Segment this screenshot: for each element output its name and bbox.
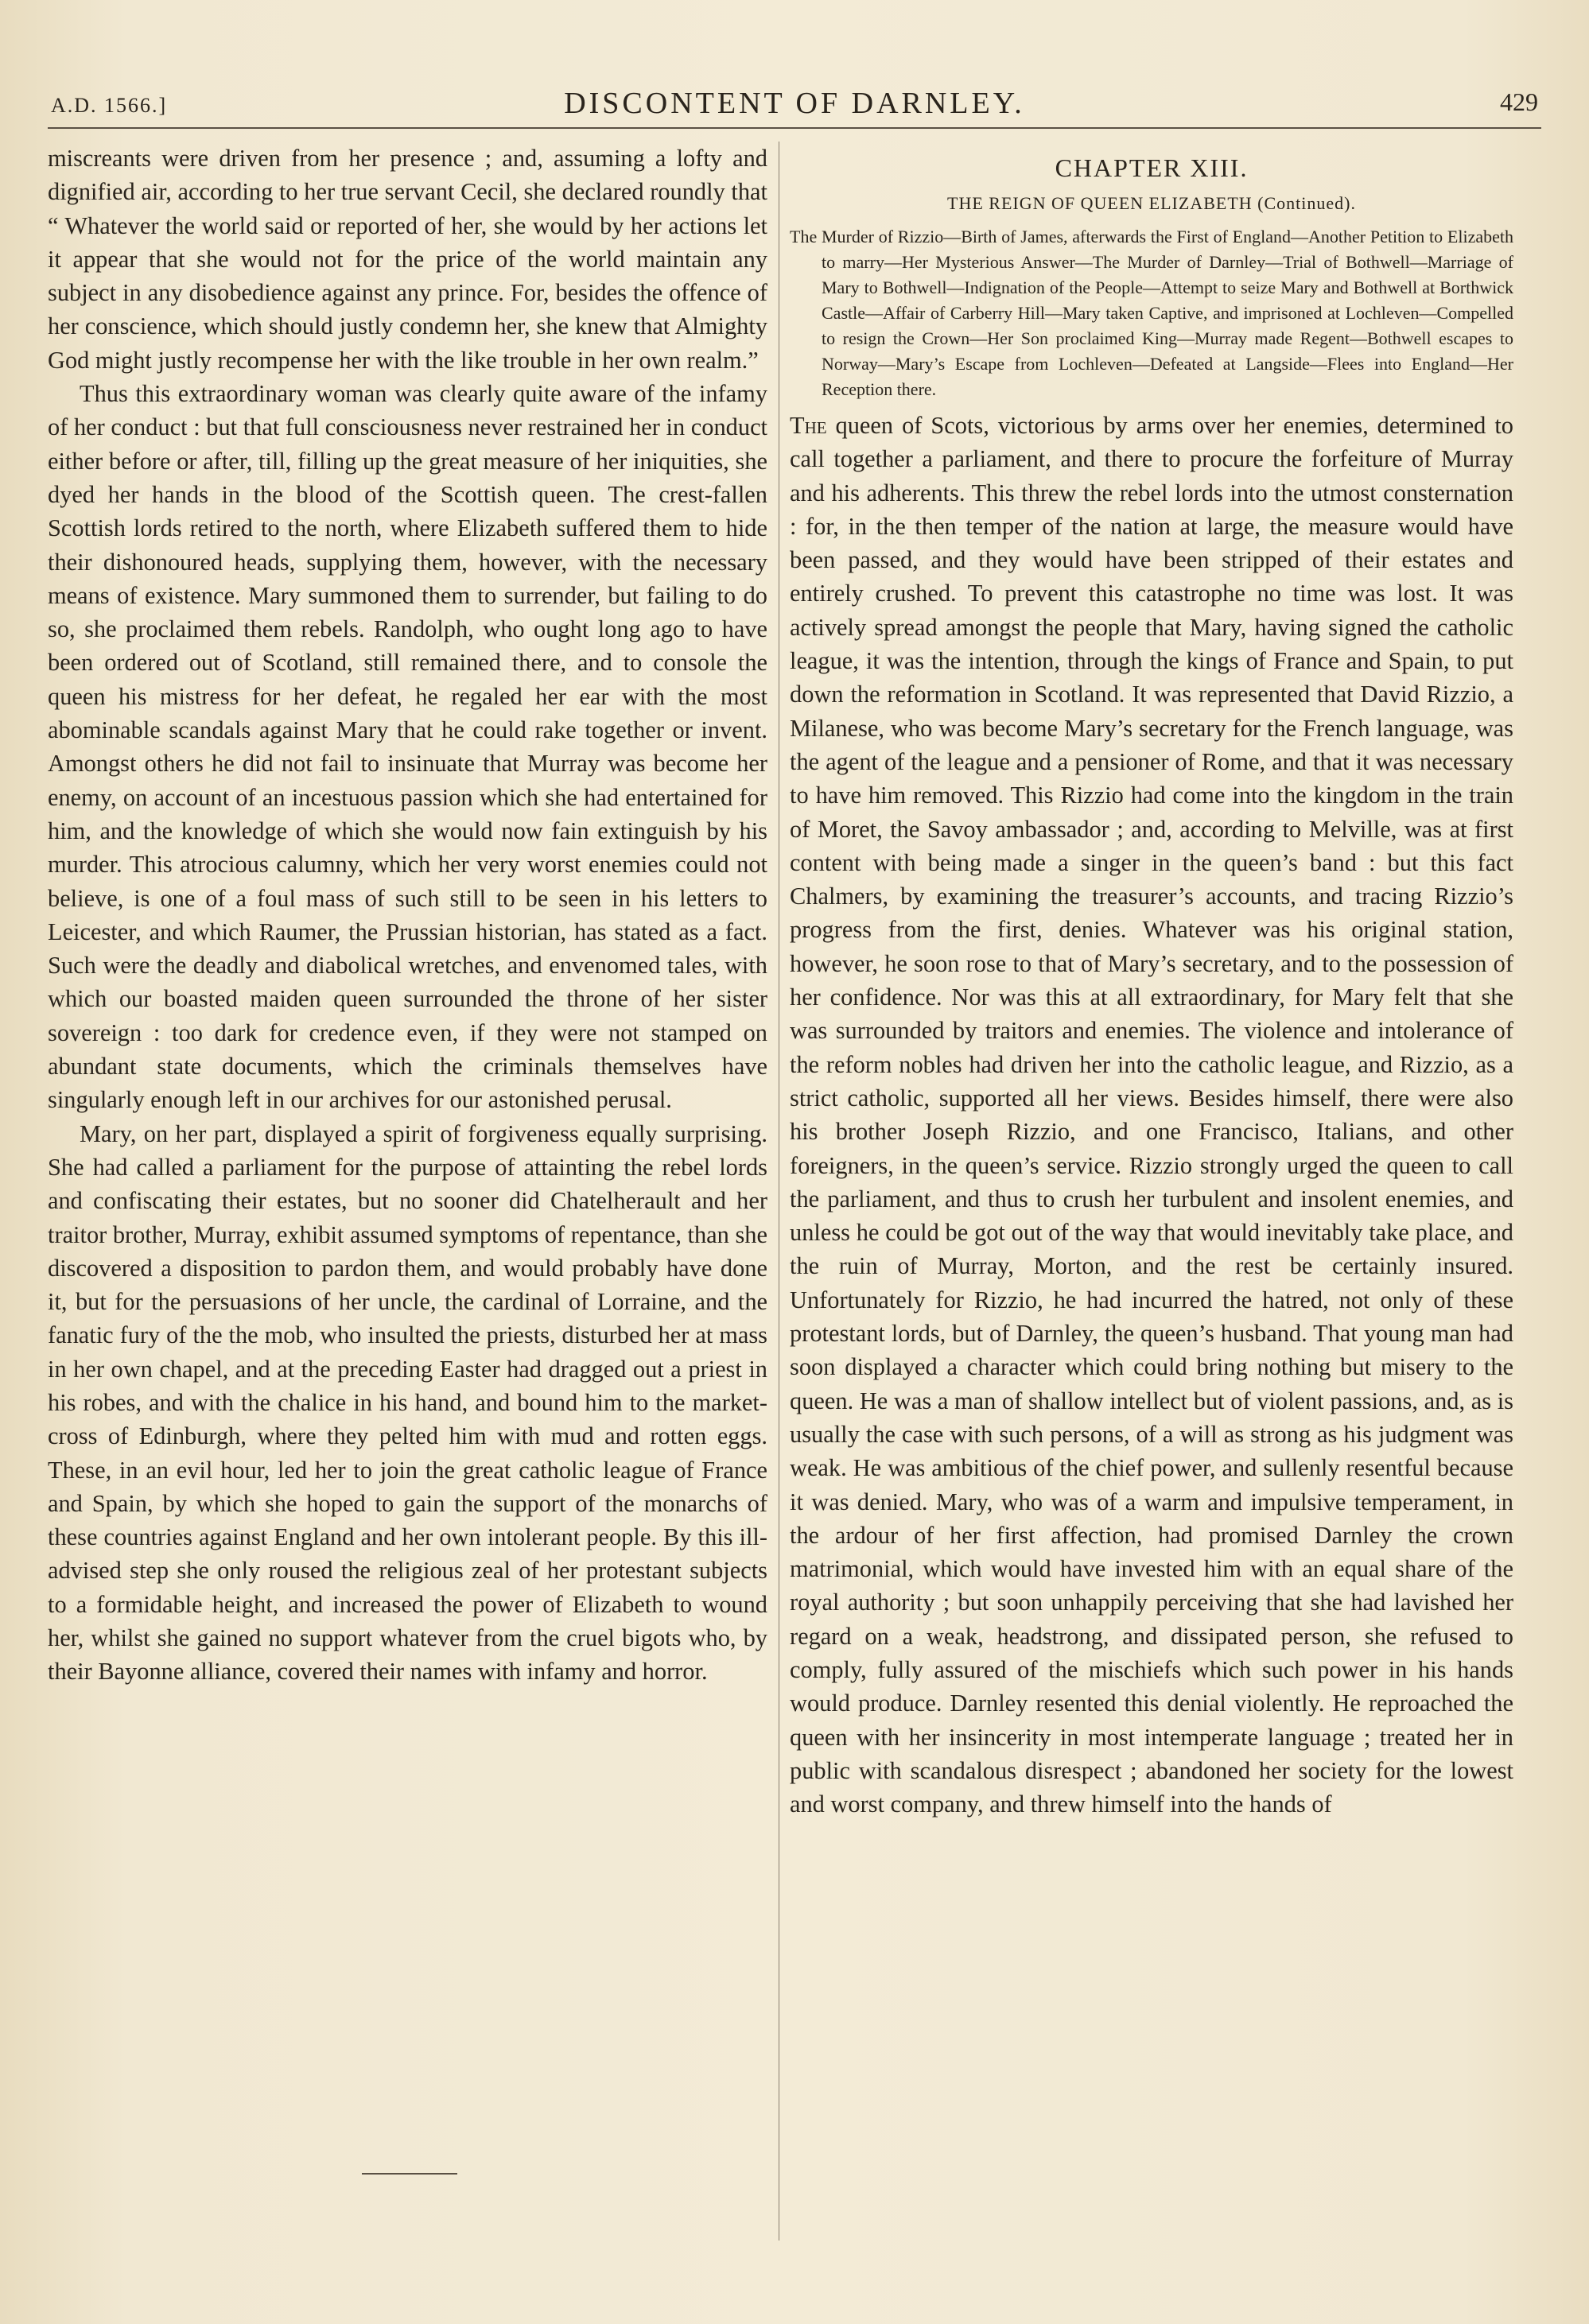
opening-text: queen of Scots, victorious by arms over her enemies, determined to call together a parliament, and there to procure the forfeiture of Murray and his adherents. This threw the rebel lords into the utmost consternation : for, in the then temper of the nation at large, the measure would have been passed, and they would have been stripped of their estates and entirely crushed. To prevent this catastrophe no time was lost. It was actively spread amongst the people that Mary, having signed the catholic league, it was the intention, through the kings of France and Spain, to put down the reformation in Scotland. It was represented that David Rizzio, a Milanese, who was become Mary’s secretary for the French language, was the agent of the league and a pensioner of Rome, and that it was necessary to have him removed. This Rizzio had come into the kingdom in the train of Moret, the Savoy ambassador ; and, according to Melville, was at first content with being made a singer in the queen’s band : but this fact Chalmers, by examining the treasurer’s accounts, and tracing Rizzio’s progress from the first, denies. Whatever was his original station, however, he soon rose to that of Mary’s secretary, and to the possession of her confidence. Nor was this at all extraordinary, for Mary felt that she was surrounded by traitors and enemies. The violence and intolerance of the reform nobles had driven her into the catholic league, and Rizzio, as a strict catholic, supported all her views. Besides himself, there were also his brother Joseph Rizzio, and one Francisco, Italians, and other foreigners, in the queen’s service. Rizzio strongly urged the queen to call the parliament, and thus to crush her turbulent and insolent enemies, and unless he could be got out of the way that would inevitably take place, and the ruin of Murray, Morton, and the rest be certainly insured. Unfortunately for Rizzio, he had incurred the hatred, not only of these protestant lords, but of Darnley, the queen’s husband. That young man had soon displayed a character which could bring nothing but misery to the queen. He was a man of shallow intellect but of violent passions, and, as is usually the case with such persons, of a will as strong as his judgment was weak. He was ambitious of the chief power, and sullenly resentful because it was denied. Mary, who was of a warm and impulsive temperament, in the ardour of her first affection, had promised Darnley the crown matrimonial, which would have invested him with an equal share of the royal authority ; but soon unhappily perceiving that she had lavished her regard on a weak, headstrong, and dissipated person, she refused to comply, fully assured of the mischiefs which such power in his hands would produce. Darnley resented this denial violently. He reproached the queen with her insincerity in most intemperate language ; treated her in public with scandalous disrespect ; abandoned her society for the lowest and worst company, and threw himself into the hands of — [790, 412, 1513, 1818]
chapter-title: CHAPTER XIII. — [1055, 153, 1249, 182]
running-head-date: A.D. 1566.] — [51, 94, 168, 117]
chapter-summary: The Murder of Rizzio—Birth of James, afterwards the First of England—Another Petition to Elizabeth to marry—Her Mysterious Answer—The Murder of Darnley—Trial of Bothwell—Marriage of Mary to Bothwell—Indignation of the People—Attempt to seize Mary and Bothwell at Borthwick Castle—Affair of Carberry Hill—Mary taken Captive, and imprisoned at Lochleven—Compelled to resign the Crown—Her Son proclaimed King—Murray made Regent—Bothwell escapes to Norway—Mary’s Escape from Lochleven—Defeated at Langside—Flees into England—Her Reception there. — [790, 227, 1513, 399]
running-head — [48, 80, 1541, 129]
running-head-title: DISCONTENT OF DARNLEY. — [564, 87, 1025, 120]
section-end-rule — [362, 2173, 457, 2175]
opening-word: The — [790, 412, 827, 439]
paragraph: miscreants were driven from her presence ; and, assuming a lofty and dignified air, according to her true servant Cecil, she declared roundly that “ Whatever the world said or reported of her, she would by her actions let it appear that she would not for the price of the world maintain any subject in any disobedience against any prince. For, besides the offence of her conscience, which should justly condemn her, she knew that Almighty God might justly recompense her with the like trouble in her own realm.” — [48, 145, 767, 374]
chapter-opening-paragraph — [790, 409, 1513, 1821]
chapter-subtitle: THE REIGN OF QUEEN ELIZABETH (Continued). — [947, 193, 1356, 213]
paragraph: Thus this extraordinary woman was clearly quite aware of the infamy of her conduct : but that full consciousness never restrained her in conduct either before or after, till, filling up the great measure of her iniquities, she dyed her hands in the blood of the Scottish queen. The crest-fallen Scottish lords retired to the north, where Elizabeth suffered them to hide their dishonoured heads, supplying them, however, with the necessary means of existence. Mary summoned them to surrender, but failing to do so, she proclaimed them rebels. Randolph, who ought long ago to have been ordered out of Scotland, still remained there, and to console the queen his mistress for her defeat, he regaled her ear with the most abominable scandals against Mary that he could rake together or invent. Amongst others he did not fail to insinuate that Murray was become her enemy, on account of an incestuous passion which she had entertained for him, and the knowledge of which she would now fain extinguish by his murder. This atrocious calumny, which her very worst enemies could not believe, is one of a foul mass of such still to be seen in his letters to Leicester, and which Raumer, the Prussian historian, has stated as a fact. Such were the deadly and diabolical wretches, and envenomed tales, with which our boasted maiden queen surrounded the throne of her sister sovereign : too dark for credence even, if they were not stamped on abundant state documents, which the criminals themselves have singularly enough left in our archives for our astonished perusal. — [48, 380, 767, 1114]
left-column — [48, 142, 767, 1689]
page-number: 429 — [1500, 87, 1538, 116]
paragraph: Mary, on her part, displayed a spirit of forgiveness equally surprising. She had called a parliament for the purpose of attainting the rebel lords and confiscating their estates, but no sooner did Chatelherault and her traitor brother, Murray, exhibit assumed symptoms of repentance, than she discovered a disposition to pardon them, and would probably have done it, but for the persuasions of her uncle, the cardinal of Lorraine, and the fanatic fury of the the mob, who insulted the priests, disturbed her at mass in her own chapel, and at the preceding Easter had dragged out a priest in his robes, and with the chalice in his hand, and bound him to the market-cross of Edinburgh, where they pelted him with mud and rotten eggs. These, in an evil hour, led her to join the great catholic league of France and Spain, by which she hoped to gain the support of the monarchs of these countries against England and her own intolerant people. By this ill-advised step she only roused the religious zeal of her protestant subjects to a formidable height, and increased the power of Elizabeth to wound her, whilst she gained no support whatever from the cruel bigots who, by their Bayonne alliance, covered their names with infamy and horror. — [48, 1119, 767, 1686]
right-column — [790, 142, 1513, 1821]
